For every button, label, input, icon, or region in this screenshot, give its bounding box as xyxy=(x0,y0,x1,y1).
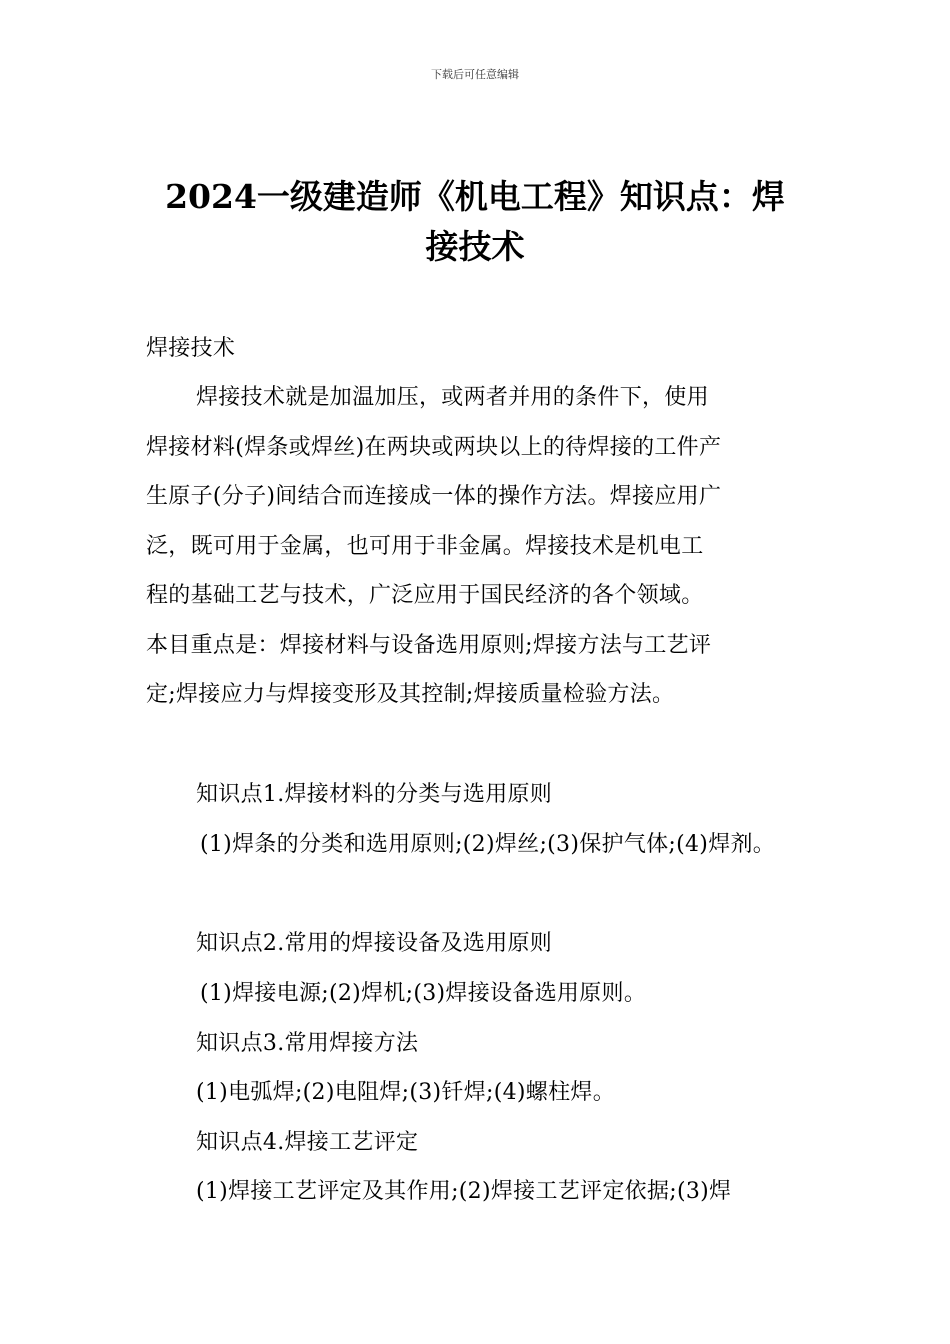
section-heading: 焊接技术 xyxy=(146,336,236,361)
document-title xyxy=(140,172,810,272)
knowledge-point-content: (1)焊条的分类和选用原则;(2)焊丝;(3)保护气体;(4)焊剂。 xyxy=(200,832,776,857)
knowledge-point-title: 知识点1.焊接材料的分类与选用原则 xyxy=(196,782,553,807)
knowledge-point-content: (1)焊接电源;(2)焊机;(3)焊接设备选用原则。 xyxy=(200,981,647,1006)
title-line-2: 接技术 xyxy=(425,227,525,266)
intro-line: 泛，既可用于金属，也可用于非金属。焊接技术是机电工 xyxy=(146,534,704,559)
knowledge-point-title: 知识点3.常用焊接方法 xyxy=(196,1031,419,1056)
knowledge-point-title: 知识点4.焊接工艺评定 xyxy=(196,1130,419,1155)
intro-line: 定;焊接应力与焊接变形及其控制;焊接质量检验方法。 xyxy=(146,682,675,707)
title-line-1: 2024一级建造师《机电工程》知识点：焊 xyxy=(165,177,785,216)
knowledge-point-title: 知识点2.常用的焊接设备及选用原则 xyxy=(196,931,553,956)
knowledge-point-content: (1)焊接工艺评定及其作用;(2)焊接工艺评定依据;(3)焊 xyxy=(196,1179,732,1204)
intro-line: 焊接技术就是加温加压，或两者并用的条件下，使用 xyxy=(196,385,709,410)
knowledge-point-content: (1)电弧焊;(2)电阻焊;(3)钎焊;(4)螺柱焊。 xyxy=(196,1080,615,1105)
intro-line: 生原子(分子)间结合而连接成一体的操作方法。焊接应用广 xyxy=(146,484,722,509)
intro-line: 本目重点是：焊接材料与设备选用原则;焊接方法与工艺评 xyxy=(146,633,712,658)
page-header: 下载后可任意编辑 xyxy=(431,68,519,81)
intro-line: 程的基础工艺与技术，广泛应用于国民经济的各个领域。 xyxy=(146,583,704,608)
intro-line: 焊接材料(焊条或焊丝)在两块或两块以上的待焊接的工件产 xyxy=(146,435,722,460)
